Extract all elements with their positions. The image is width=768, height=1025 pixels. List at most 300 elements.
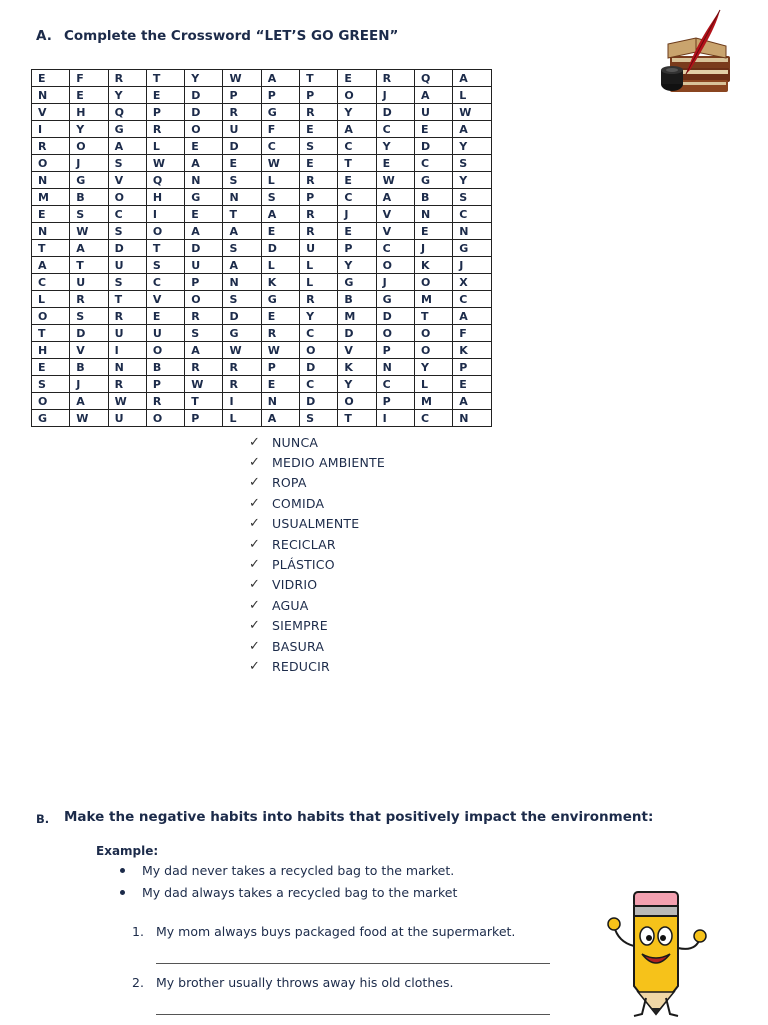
grid-cell: W [453,104,491,121]
word-list-item [249,514,385,534]
grid-cell: E [376,155,414,172]
grid-cell: Q [146,172,184,189]
grid-row [32,206,492,223]
grid-cell: A [185,342,223,359]
grid-cell: N [108,359,146,376]
grid-cell: M [338,308,376,325]
word-list-item [249,554,385,574]
grid-cell: R [300,104,338,121]
word-label: VIDRIO [272,577,318,593]
grid-cell: Y [338,376,376,393]
word-label: RECICLAR [272,536,336,552]
grid-cell: S [70,206,108,223]
grid-cell: Y [414,359,452,376]
grid-cell: R [146,393,184,410]
grid-cell: L [300,274,338,291]
grid-cell: E [338,70,376,87]
checkmark-icon: ✓ [249,455,260,471]
grid-cell: A [223,257,261,274]
grid-cell: O [70,138,108,155]
grid-cell: J [70,155,108,172]
grid-cell: A [108,138,146,155]
grid-cell: D [108,240,146,257]
grid-cell: P [146,104,184,121]
grid-cell: S [223,172,261,189]
grid-cell: U [223,121,261,138]
grid-cell: O [185,291,223,308]
grid-cell: C [376,376,414,393]
grid-cell: Q [108,104,146,121]
grid-row [32,70,492,87]
grid-cell: S [300,410,338,427]
grid-cell: P [376,393,414,410]
grid-cell: T [338,155,376,172]
word-list-item [249,473,385,493]
grid-cell: C [414,155,452,172]
grid-cell: Y [108,87,146,104]
grid-cell: C [300,325,338,342]
grid-row [32,87,492,104]
grid-cell: L [261,172,299,189]
grid-cell: O [414,325,452,342]
grid-cell: V [376,223,414,240]
grid-cell: J [70,376,108,393]
grid-cell: V [32,104,70,121]
grid-cell: V [376,206,414,223]
grid-cell: O [32,155,70,172]
grid-row [32,393,492,410]
grid-cell: S [223,291,261,308]
item-text: My mom always buys packaged food at the supermarket. [156,924,516,939]
section-a-letter: A. [36,28,52,44]
grid-cell: K [338,359,376,376]
grid-cell: W [70,223,108,240]
grid-cell: H [32,342,70,359]
grid-cell: B [414,189,452,206]
grid-cell: S [185,325,223,342]
grid-cell: P [453,359,491,376]
book-quill-illustration [656,4,734,104]
grid-cell: P [146,376,184,393]
grid-cell: J [376,274,414,291]
grid-cell: U [108,257,146,274]
grid-cell: T [32,240,70,257]
grid-cell: R [261,325,299,342]
grid-cell: H [70,104,108,121]
grid-cell: D [185,87,223,104]
grid-cell: S [70,308,108,325]
grid-cell: T [338,410,376,427]
grid-cell: R [146,121,184,138]
checkmark-icon: ✓ [249,536,260,552]
grid-cell: P [300,87,338,104]
checkmark-icon: ✓ [249,618,260,634]
grid-cell: V [70,342,108,359]
grid-cell: G [70,172,108,189]
grid-cell: C [146,274,184,291]
grid-cell: E [185,138,223,155]
grid-cell: T [414,308,452,325]
grid-cell: F [261,121,299,138]
grid-cell: Y [376,138,414,155]
grid-cell: T [70,257,108,274]
grid-cell: E [338,223,376,240]
grid-cell: Y [453,138,491,155]
grid-row [32,359,492,376]
word-label: MEDIO AMBIENTE [272,455,385,471]
word-label: USUALMENTE [272,516,360,532]
word-list-item [249,534,385,554]
checkmark-icon: ✓ [249,475,260,491]
checkmark-icon: ✓ [249,658,260,674]
grid-cell: Y [338,104,376,121]
grid-cell: L [32,291,70,308]
grid-cell: A [453,393,491,410]
grid-cell: O [185,121,223,138]
grid-cell: R [376,70,414,87]
grid-cell: Y [338,257,376,274]
grid-cell: D [300,393,338,410]
example-label: Example: [96,844,159,858]
checkmark-icon: ✓ [249,557,260,573]
item-number: 2. [132,975,144,990]
grid-cell: G [108,121,146,138]
grid-cell: A [70,240,108,257]
grid-cell: J [338,206,376,223]
word-label: ROPA [272,475,307,491]
grid-cell: R [223,376,261,393]
answer-line[interactable] [156,963,550,964]
grid-row [32,240,492,257]
grid-cell: D [338,325,376,342]
grid-cell: S [453,155,491,172]
grid-cell: I [32,121,70,138]
grid-cell: B [338,291,376,308]
grid-cell: E [261,223,299,240]
grid-cell: D [414,138,452,155]
grid-cell: R [32,138,70,155]
grid-cell: W [108,393,146,410]
grid-cell: O [338,87,376,104]
word-list-item [249,575,385,595]
grid-cell: M [32,189,70,206]
grid-cell: U [300,240,338,257]
grid-cell: O [32,393,70,410]
grid-cell: E [453,376,491,393]
grid-cell: N [376,359,414,376]
grid-cell: U [146,325,184,342]
grid-cell: B [146,359,184,376]
word-list-item [249,636,385,656]
grid-cell: E [261,376,299,393]
grid-cell: W [223,70,261,87]
grid-cell: P [185,274,223,291]
grid-cell: C [414,410,452,427]
grid-cell: A [261,70,299,87]
grid-cell: S [108,274,146,291]
word-list-item [249,595,385,615]
grid-cell: S [108,155,146,172]
grid-cell: G [338,274,376,291]
grid-row [32,104,492,121]
grid-cell: O [146,410,184,427]
grid-cell: O [376,325,414,342]
grid-cell: I [223,393,261,410]
grid-cell: O [146,342,184,359]
grid-cell: O [300,342,338,359]
grid-cell: O [338,393,376,410]
grid-cell: L [300,257,338,274]
grid-cell: C [338,189,376,206]
grid-cell: O [414,342,452,359]
grid-cell: E [414,121,452,138]
word-label: SIEMPRE [272,618,328,634]
section-b-letter: B. [36,812,50,826]
grid-cell: N [453,223,491,240]
word-list-item [249,616,385,636]
grid-cell: C [453,291,491,308]
grid-row [32,410,492,427]
grid-cell: P [338,240,376,257]
grid-cell: E [70,87,108,104]
grid-cell: A [185,155,223,172]
grid-cell: T [146,240,184,257]
grid-cell: W [146,155,184,172]
grid-cell: T [300,70,338,87]
grid-cell: G [32,410,70,427]
word-list-item [249,452,385,472]
word-search-grid [31,69,492,427]
grid-cell: Y [453,172,491,189]
grid-cell: E [32,359,70,376]
grid-cell: W [376,172,414,189]
grid-cell: I [108,342,146,359]
grid-cell: E [146,308,184,325]
answer-line[interactable] [156,1014,550,1015]
grid-cell: D [261,240,299,257]
grid-cell: N [223,274,261,291]
grid-cell: E [32,70,70,87]
item-text: My brother usually throws away his old clothes. [156,975,454,990]
item-number: 1. [132,924,144,939]
checkmark-icon: ✓ [249,495,260,511]
grid-cell: S [453,189,491,206]
grid-cell: L [146,138,184,155]
checkmark-icon: ✓ [249,516,260,532]
grid-cell: R [300,172,338,189]
section-a-title: Complete the Crossword “LET’S GO GREEN” [64,28,399,44]
bullet [120,868,125,873]
grid-row [32,155,492,172]
grid-cell: A [414,87,452,104]
grid-row [32,257,492,274]
grid-cell: A [32,257,70,274]
grid-cell: B [70,359,108,376]
grid-row [32,291,492,308]
grid-cell: R [300,291,338,308]
grid-row [32,138,492,155]
pencil-mascot-illustration [604,886,708,1020]
grid-cell: H [146,189,184,206]
grid-cell: S [146,257,184,274]
grid-cell: G [453,240,491,257]
grid-cell: N [185,172,223,189]
grid-cell: A [185,223,223,240]
grid-cell: M [414,291,452,308]
grid-cell: O [108,189,146,206]
grid-row [32,325,492,342]
grid-cell: Y [300,308,338,325]
grid-cell: A [453,70,491,87]
grid-cell: R [185,359,223,376]
grid-row [32,308,492,325]
grid-cell: G [414,172,452,189]
grid-cell: Y [185,70,223,87]
grid-row [32,376,492,393]
grid-cell: N [32,87,70,104]
grid-cell: G [261,291,299,308]
grid-cell: P [223,87,261,104]
grid-cell: J [376,87,414,104]
grid-cell: T [32,325,70,342]
grid-cell: R [70,291,108,308]
grid-cell: G [376,291,414,308]
grid-cell: U [70,274,108,291]
grid-cell: A [376,189,414,206]
grid-cell: S [32,376,70,393]
grid-cell: O [376,257,414,274]
grid-cell: C [338,138,376,155]
grid-cell: E [146,87,184,104]
word-list [249,432,385,677]
grid-cell: E [32,206,70,223]
grid-cell: E [338,172,376,189]
word-label: PLÁSTICO [272,557,335,573]
grid-cell: K [261,274,299,291]
grid-cell: A [453,308,491,325]
grid-cell: U [108,325,146,342]
grid-cell: B [70,189,108,206]
grid-cell: L [453,87,491,104]
grid-cell: P [261,359,299,376]
grid-cell: R [108,308,146,325]
grid-cell: U [414,104,452,121]
grid-row [32,121,492,138]
grid-cell: O [32,308,70,325]
grid-cell: R [223,359,261,376]
grid-cell: E [300,155,338,172]
grid-cell: T [185,393,223,410]
grid-cell: D [223,308,261,325]
grid-cell: S [300,138,338,155]
grid-cell: E [414,223,452,240]
grid-cell: C [108,206,146,223]
grid-cell: E [300,121,338,138]
word-label: NUNCA [272,434,319,450]
grid-cell: C [453,206,491,223]
checkmark-icon: ✓ [249,597,260,613]
grid-row [32,342,492,359]
grid-cell: R [108,376,146,393]
grid-cell: N [32,223,70,240]
grid-cell: A [453,121,491,138]
grid-cell: C [300,376,338,393]
grid-cell: K [414,257,452,274]
grid-cell: G [261,104,299,121]
grid-cell: A [70,393,108,410]
grid-cell: G [185,189,223,206]
grid-cell: E [223,155,261,172]
grid-cell: A [261,410,299,427]
word-label: COMIDA [272,495,325,511]
grid-cell: A [223,223,261,240]
grid-cell: Y [70,121,108,138]
word-label: AGUA [272,597,309,613]
grid-cell: A [338,121,376,138]
grid-cell: T [108,291,146,308]
grid-row [32,223,492,240]
grid-cell: P [300,189,338,206]
grid-cell: P [185,410,223,427]
grid-cell: F [453,325,491,342]
word-list-item [249,493,385,513]
grid-cell: A [261,206,299,223]
grid-cell: K [453,342,491,359]
grid-row [32,274,492,291]
grid-cell: S [108,223,146,240]
grid-cell: D [70,325,108,342]
grid-cell: N [32,172,70,189]
grid-cell: S [261,189,299,206]
grid-cell: G [223,325,261,342]
grid-cell: W [223,342,261,359]
grid-cell: L [261,257,299,274]
grid-cell: W [70,410,108,427]
grid-cell: O [414,274,452,291]
example-negative: My dad never takes a recycled bag to the market. [142,863,455,878]
grid-cell: R [300,223,338,240]
grid-cell: T [223,206,261,223]
grid-cell: M [414,393,452,410]
checkmark-icon: ✓ [249,577,260,593]
grid-cell: J [453,257,491,274]
grid-cell: R [108,70,146,87]
grid-cell: T [146,70,184,87]
grid-cell: C [261,138,299,155]
word-label: REDUCIR [272,658,330,674]
grid-cell: L [223,410,261,427]
grid-cell: R [185,308,223,325]
grid-cell: E [185,206,223,223]
grid-cell: D [223,138,261,155]
grid-cell: R [300,206,338,223]
grid-cell: D [185,240,223,257]
grid-cell: L [414,376,452,393]
grid-cell: W [261,342,299,359]
grid-cell: X [453,274,491,291]
grid-cell: O [146,223,184,240]
grid-cell: V [338,342,376,359]
grid-cell: E [261,308,299,325]
grid-cell: U [108,410,146,427]
grid-cell: C [32,274,70,291]
grid-cell: P [261,87,299,104]
grid-row [32,172,492,189]
checkmark-icon: ✓ [249,434,260,450]
word-list-item [249,656,385,676]
grid-cell: W [185,376,223,393]
grid-cell: D [300,359,338,376]
